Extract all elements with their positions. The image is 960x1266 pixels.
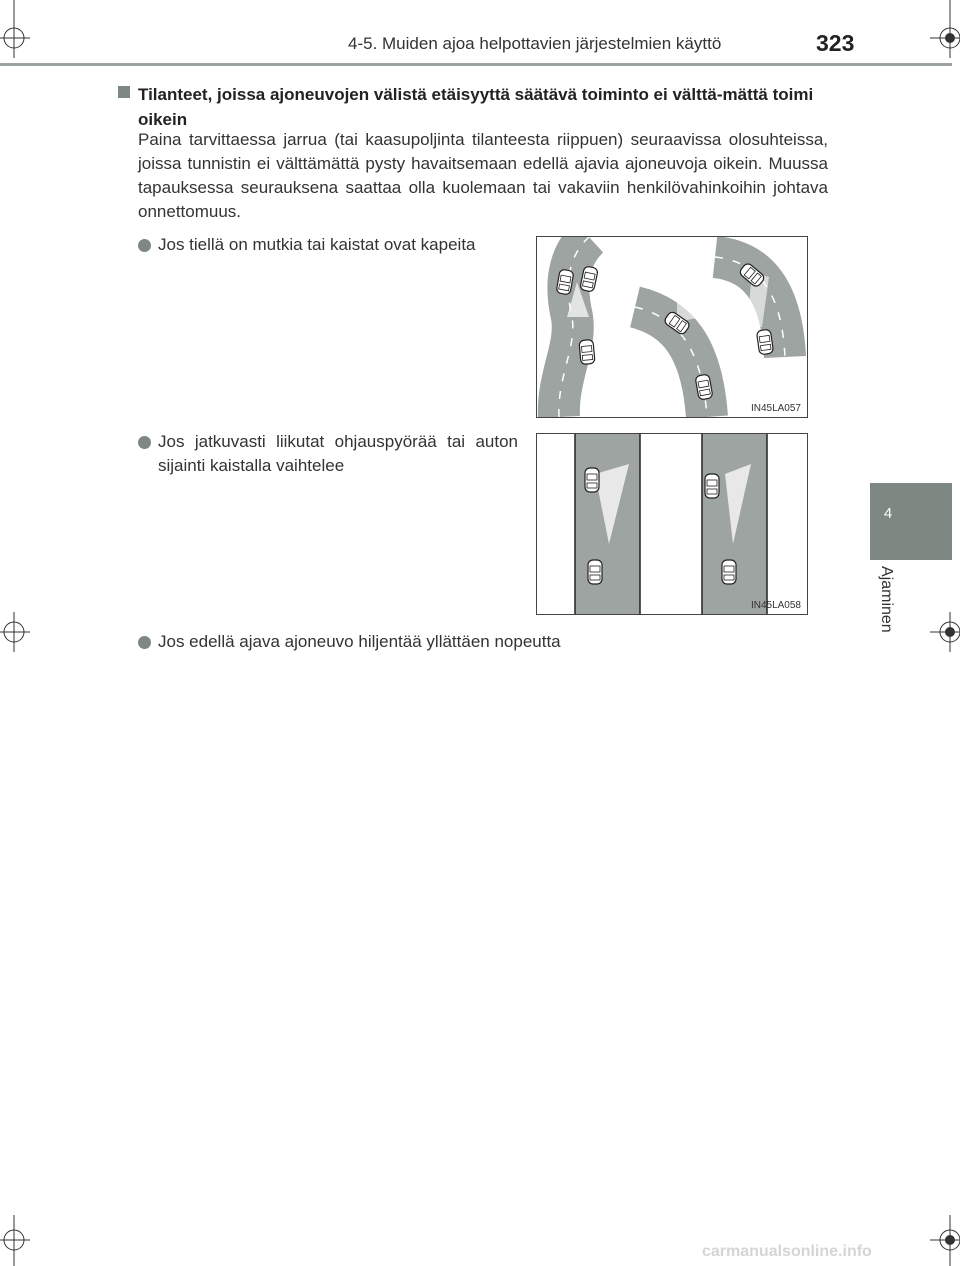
figure-lane-position bbox=[536, 433, 808, 615]
bullet-dot-icon bbox=[138, 636, 151, 649]
curved-roads-illustration bbox=[537, 237, 807, 417]
bullet-item bbox=[138, 233, 518, 257]
chapter-label: Ajaminen bbox=[878, 566, 895, 633]
watermark: carmanualsonline.info bbox=[702, 1243, 872, 1260]
bullet-item bbox=[138, 430, 518, 478]
lane-position-illustration bbox=[537, 434, 807, 614]
bullet-text: Jos tiellä on mutkia tai kaistat ovat kapeita bbox=[158, 235, 476, 254]
bullet-item bbox=[138, 630, 778, 654]
bullet-dot-icon bbox=[138, 436, 151, 449]
header-rule bbox=[0, 63, 952, 66]
chapter-number: 4 bbox=[883, 505, 893, 522]
bullet-dot-icon bbox=[138, 239, 151, 252]
figure-id: IN45LA058 bbox=[750, 600, 801, 611]
bullet-text: Jos jatkuvasti liikutat ohjauspyörää tai auton sijainti kaistalla vaihtelee bbox=[158, 432, 518, 475]
bullet-text: Jos edellä ajava ajoneuvo hiljentää yllättäen nopeutta bbox=[158, 632, 561, 651]
figure-id: IN45LA057 bbox=[750, 403, 801, 414]
section-heading bbox=[116, 82, 836, 132]
figure-curved-roads bbox=[536, 236, 808, 418]
section-heading-text: Tilanteet, joissa ajoneuvojen välistä etäisyyttä säätävä toiminto ei välttä-mättä toimi oikein bbox=[138, 85, 814, 129]
page-number: 323 bbox=[816, 30, 855, 56]
header-section-title: 4-5. Muiden ajoa helpottavien järjestelmien käyttö bbox=[348, 34, 722, 53]
section-paragraph: Paina tarvittaessa jarrua (tai kaasupoljinta tilanteesta riippuen) seuraavissa olosuhteissa, joissa tunnistin ei välttämättä pysty havaitsemaan edellä ajavia ajoneuvoja oikein. Muussa tapauksessa seurauksena saattaa olla kuolemaan tai vakaviin henkilövahinkoihin johtava onnettomuus. bbox=[138, 130, 828, 221]
